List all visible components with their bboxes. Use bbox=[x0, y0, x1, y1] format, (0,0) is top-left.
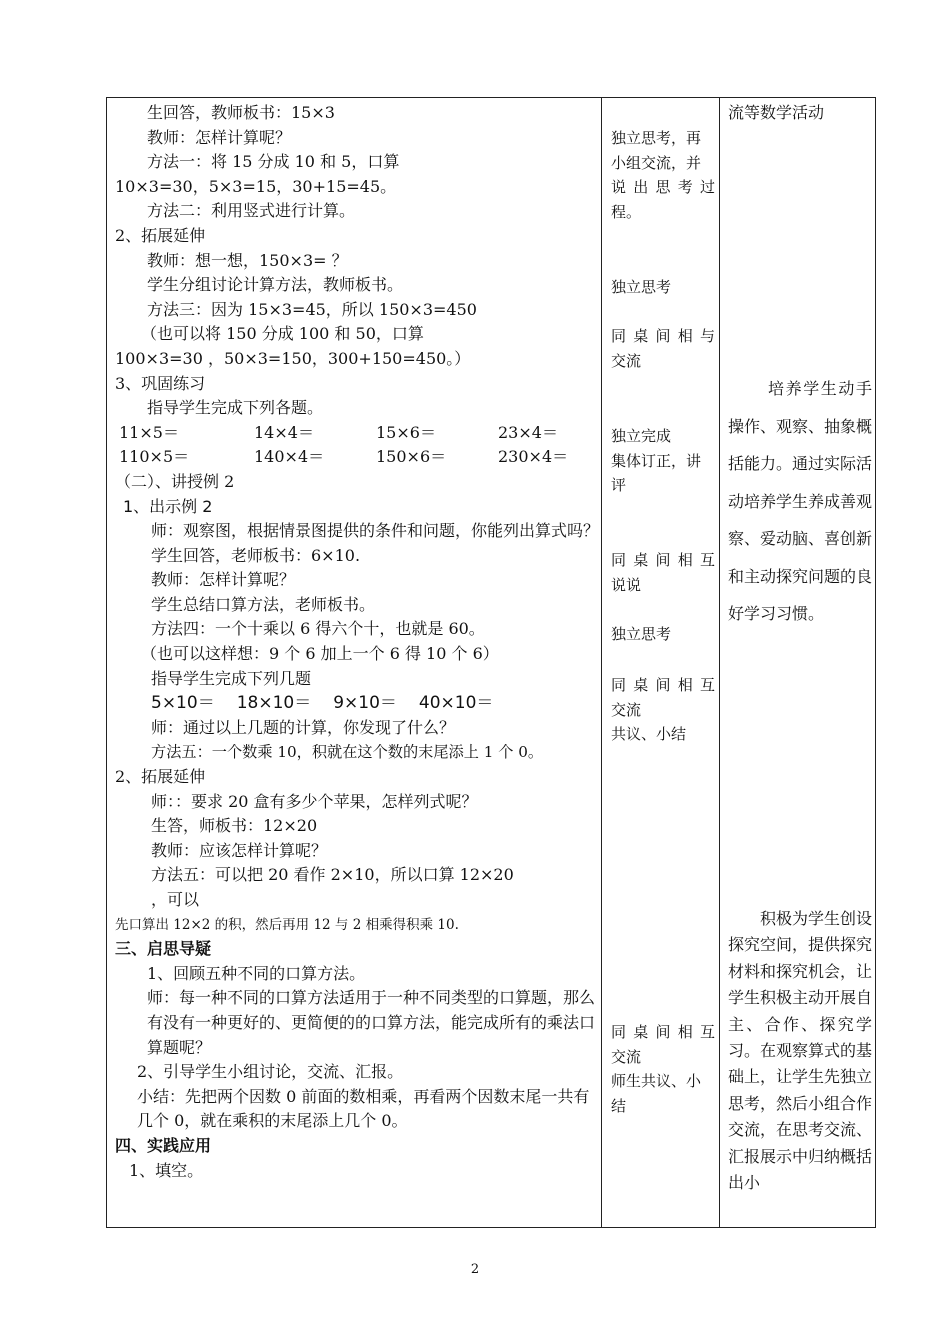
intent-text: 流等数学活动 bbox=[728, 103, 825, 122]
exercise-item: 15×6＝ bbox=[376, 422, 436, 442]
exercise-item: 11×5＝ bbox=[119, 422, 179, 442]
text-line: 学生总结口算方法，老师板书。 bbox=[151, 594, 376, 614]
exercise-row bbox=[115, 691, 599, 716]
activity-text: 独立思考 bbox=[611, 625, 672, 643]
exercise-item: 230×4＝ bbox=[498, 447, 569, 467]
activity-text: 程。 bbox=[611, 202, 642, 221]
activity-text: 交流 bbox=[611, 351, 642, 370]
activity-text: 独立思考 bbox=[611, 278, 672, 296]
section-heading: 1、出示例 2 bbox=[123, 496, 213, 516]
text-fragment: 师：每一种不同的口算方法适用于一种不同类型的口算题，那么有没有一种更好的、更简便的的口算方法，能完成所有的乘法口算题呢？ bbox=[147, 988, 596, 1057]
activity-text: 同桌间相互 bbox=[611, 551, 715, 569]
lesson-table bbox=[106, 97, 876, 1228]
activity-text: 师生共议、小 bbox=[611, 1072, 702, 1091]
text-line: 方法三：因为 15×3=45，所以 150×3=450 bbox=[147, 299, 477, 319]
page-number: 2 bbox=[470, 1262, 480, 1277]
activity-text: 独立完成 bbox=[611, 427, 672, 445]
exercise-item: 5×10＝ bbox=[151, 693, 215, 714]
activity-text: 同桌间相与 bbox=[611, 327, 715, 345]
text-line: 方法二：利用竖式进行计算。 bbox=[147, 201, 356, 221]
text-line: （也可以这样想：9 个 6 加上一个 6 得 10 个 6） bbox=[141, 644, 499, 664]
activity-text: 交流 bbox=[611, 700, 642, 719]
section-heading: 2、拓展延伸 bbox=[115, 225, 206, 245]
section-heading: 3、巩固练习 bbox=[115, 373, 206, 393]
exercise-item: 18×10＝ bbox=[236, 693, 312, 714]
section-heading: 四、实践应用 bbox=[115, 1135, 212, 1155]
text-line: 师：通过以上几题的计算，你发现了什么？ bbox=[151, 717, 456, 737]
activity-text: 共议、小结 bbox=[611, 725, 687, 744]
exercise-item: 140×4＝ bbox=[254, 447, 325, 467]
section-heading: （二）、讲授例 2 bbox=[115, 471, 235, 491]
teaching-process-column bbox=[115, 98, 599, 1183]
text-line: 方法五：可以把 20 看作 2×10，所以口算 12×20 bbox=[151, 865, 514, 885]
activity-text: 说说 bbox=[611, 575, 642, 594]
text-line: （也可以将 150 分成 100 和 50，口算 bbox=[141, 324, 424, 344]
column-divider bbox=[719, 98, 720, 1227]
intent-text: 积极为学生创设探究空间，提供探究材料和探究机会，让学生积极主动开展自主、合作、探究学习。在观察算式的基础上，让学生先独立思考，然后小组合作交流，在思考交流、汇报展示中归纳概括出小 bbox=[728, 909, 873, 1193]
section-heading: 2、拓展延伸 bbox=[115, 767, 206, 787]
activity-text: 交流 bbox=[611, 1047, 642, 1066]
activity-text: 同桌间相互 bbox=[611, 676, 715, 694]
text-line: 教师：应该怎样计算呢？ bbox=[151, 840, 328, 860]
intent-text: 培养学生动手操作、观察、抽象概括能力。通过实际活动培养学生养成善观察、爱动脑、喜创新和主动探究问题的良好学习习惯。 bbox=[728, 379, 873, 623]
exercise-item: 110×5＝ bbox=[119, 447, 190, 467]
exercise-item: 14×4＝ bbox=[254, 422, 314, 442]
text-line: 生答，师板书：12×20 bbox=[151, 816, 318, 836]
text-line: 师：观察图，根据情景图提供的条件和问题，你能列出算式吗？ bbox=[151, 521, 600, 541]
text-line: 10×3=30，5×3=15，30+15=45。 bbox=[115, 176, 397, 196]
text-line: 教师：怎样计算呢？ bbox=[147, 127, 292, 147]
text-line: 先口算出 12×2 的积，然后再用 12 与 2 相乘得积乘 10. bbox=[115, 916, 459, 933]
text-line: 1、回顾五种不同的口算方法。 bbox=[147, 963, 366, 983]
section-heading: 三、启思导疑 bbox=[115, 939, 212, 959]
text-paragraph bbox=[115, 986, 599, 1060]
activity-text: 集体订正，讲 bbox=[611, 451, 702, 470]
text-line: 2、引导学生小组讨论，交流、汇报。 bbox=[137, 1062, 404, 1082]
exercise-item: 9×10＝ bbox=[333, 693, 397, 714]
text-line: 学生分组讨论计算方法，教师板书。 bbox=[147, 275, 404, 295]
exercise-item: 40×10＝ bbox=[418, 693, 494, 714]
text-paragraph: 小结：先把两个因数 0 前面的数相乘，再看两个因数末尾一共有几个 0，就在乘积的末尾添上几个 0。 bbox=[137, 1086, 590, 1131]
text-line: 1、填空。 bbox=[129, 1160, 204, 1180]
text-line: 方法五：一个数乘 10，积就在这个数的末尾添上 1 个 0。 bbox=[151, 743, 544, 762]
column-divider bbox=[601, 98, 602, 1227]
activity-text: 说出思考过 bbox=[611, 178, 715, 197]
activity-text: 独立思考，再 bbox=[611, 129, 702, 147]
exercise-row bbox=[115, 421, 599, 446]
text-line bbox=[115, 544, 599, 569]
activity-text: 同桌间相互 bbox=[611, 1023, 715, 1041]
text-line: 100×3=30 ，50×3=150，300+150=450。） bbox=[115, 348, 471, 368]
activity-text: 结 bbox=[611, 1096, 627, 1115]
text-line: 师：：要求 20 盒有多少个苹果，怎样列式呢？ bbox=[151, 791, 478, 811]
text-line: 方法四：一个十乘以 6 得六个十，也就是 60。 bbox=[151, 619, 485, 639]
text-line: 指导学生完成下列几题 bbox=[151, 668, 312, 688]
exercise-row bbox=[115, 445, 599, 470]
text-line: 教师：想一想，150×3= ？ bbox=[147, 250, 348, 270]
text-line: 指导学生完成下列各题。 bbox=[147, 398, 324, 418]
activity-text: 小组交流，并 bbox=[611, 153, 702, 172]
text-line: 生回答，教师板书：15×3 bbox=[147, 103, 335, 122]
exercise-item: 150×6＝ bbox=[376, 447, 447, 467]
activity-text: 评 bbox=[611, 476, 627, 495]
exercise-item: 23×4＝ bbox=[498, 422, 558, 442]
text-line: 教师：怎样计算呢？ bbox=[151, 570, 296, 590]
text-line: 方法一：将 15 分成 10 和 5，口算 bbox=[147, 152, 400, 172]
text-fragment: 学生回答，老师板书：6×10. bbox=[151, 545, 361, 565]
text-line: ，可以 bbox=[151, 890, 200, 909]
